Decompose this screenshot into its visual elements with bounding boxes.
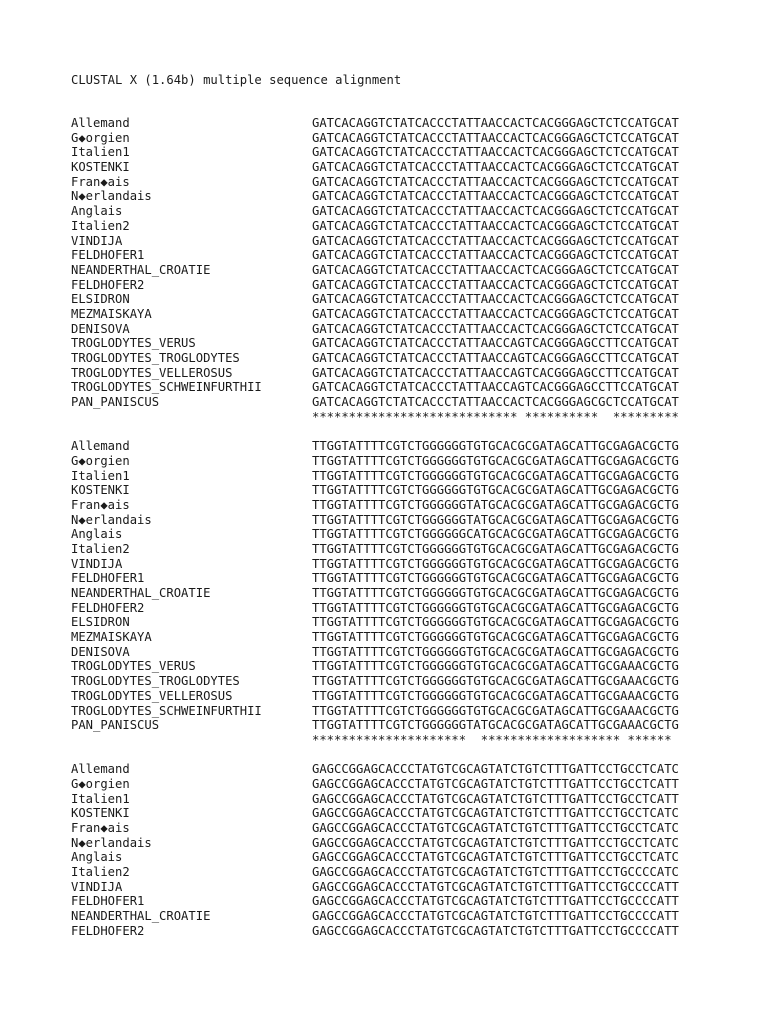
sequence-residues: GAGCCGGAGCACCCTATGTCGCAGTATCTGTCTTTGATTCCTGCCTCATT: [312, 776, 679, 791]
sequence-name: KOSTENKI: [71, 160, 130, 175]
sequence-residues: TTGGTATTTTCGTCTGGGGGGTGTGCACGCGATAGCATTGCGAAACGCTG: [312, 659, 679, 674]
sequence-row: [71, 219, 731, 234]
sequence-residues: TTGGTATTTTCGTCTGGGGGGTGTGCACGCGATAGCATTGCGAGACGCTG: [312, 615, 679, 630]
sequence-residues: GAGCCGGAGCACCCTATGTCGCAGTATCTGTCTTTGATTCCTGCCCCATT: [312, 879, 679, 894]
sequence-row: [71, 909, 731, 924]
sequence-name: TROGLODYTES_TROGLODYTES: [71, 674, 240, 689]
sequence-residues: GATCACAGGTCTATCACCCTATTAACCAGTCACGGGAGCCTTCCATGCAT: [312, 365, 679, 380]
sequence-name: VINDIJA: [71, 233, 123, 248]
sequence-name: FELDHOFER2: [71, 923, 145, 938]
sequence-name: Italien1: [71, 468, 130, 483]
sequence-residues: GATCACAGGTCTATCACCCTATTAACCACTCACGGGAGCTCTCCATGCAT: [312, 116, 679, 130]
sequence-name: TROGLODYTES_VELLEROSUS: [71, 688, 233, 703]
sequence-row: [71, 689, 731, 704]
sequence-name: ELSIDRON: [71, 615, 130, 630]
sequence-name: NEANDERTHAL_CROATIE: [71, 909, 211, 924]
sequence-residues: TTGGTATTTTCGTCTGGGGGGTGTGCACGCGATAGCATTGCGAGACGCTG: [312, 600, 679, 615]
sequence-name: Fran◆ais: [71, 174, 130, 189]
sequence-name: TROGLODYTES_TROGLODYTES: [71, 351, 240, 365]
sequence-residues: GATCACAGGTCTATCACCCTATTAACCACTCACGGGAGCTCTCCATGCAT: [312, 306, 679, 321]
sequence-name: Italien2: [71, 218, 130, 233]
sequence-row: [71, 395, 731, 410]
sequence-residues: TTGGTATTTTCGTCTGGGGGGTGTGCACGCGATAGCATTGCGAGACGCTG: [312, 439, 679, 454]
sequence-residues: TTGGTATTTTCGTCTGGGGGGTGTGCACGCGATAGCATTGCGAAACGCTG: [312, 674, 679, 689]
sequence-row: [71, 454, 731, 469]
sequence-name: KOSTENKI: [71, 806, 130, 821]
sequence-row: [71, 469, 731, 484]
sequence-row: [71, 571, 731, 586]
sequence-row: [71, 894, 731, 909]
sequence-name: Italien2: [71, 865, 130, 880]
sequence-row: [71, 234, 731, 249]
alignment-document: [71, 72, 731, 939]
sequence-row: [71, 116, 731, 131]
sequence-residues: TTGGTATTTTCGTCTGGGGGGTGTGCACGCGATAGCATTGCGAAACGCTG: [312, 688, 679, 703]
sequence-residues: TTGGTATTTTCGTCTGGGGGGTGTGCACGCGATAGCATTGCGAAACGCTG: [312, 703, 679, 718]
sequence-name: NEANDERTHAL_CROATIE: [71, 586, 211, 600]
sequence-residues: TTGGTATTTTCGTCTGGGGGGTGTGCACGCGATAGCATTGCGAGACGCTG: [312, 541, 679, 556]
alignment-block: [71, 116, 731, 424]
sequence-residues: GAGCCGGAGCACCCTATGTCGCAGTATCTGTCTTTGATTCCTGCCTCATC: [312, 850, 679, 865]
sequence-row: [71, 718, 731, 733]
sequence-row: [71, 615, 731, 630]
sequence-row: [71, 278, 731, 293]
sequence-residues: TTGGTATTTTCGTCTGGGGGGTATGCACGCGATAGCATTGCGAGACGCTG: [312, 512, 679, 527]
sequence-row: [71, 175, 731, 190]
sequence-name: Italien2: [71, 541, 130, 556]
title-spacer: [71, 88, 731, 116]
sequence-row: [71, 762, 731, 777]
sequence-name: DENISOVA: [71, 321, 130, 336]
sequence-name: FELDHOFER2: [71, 600, 145, 615]
sequence-residues: TTGGTATTTTCGTCTGGGGGGTGTGCACGCGATAGCATTGCGAGACGCTG: [312, 483, 679, 498]
sequence-residues: TTGGTATTTTCGTCTGGGGGGCATGCACGCGATAGCATTGCGAGACGCTG: [312, 527, 679, 542]
sequence-residues: GATCACAGGTCTATCACCCTATTAACCACTCACGGGAGCTCTCCATGCAT: [312, 189, 679, 204]
sequence-residues: GAGCCGGAGCACCCTATGTCGCAGTATCTGTCTTTGATTCCTGCCCCATC: [312, 865, 679, 880]
sequence-row: [71, 806, 731, 821]
document-title: CLUSTAL X (1.64b) multiple sequence alignment: [71, 73, 402, 87]
sequence-residues: GATCACAGGTCTATCACCCTATTAACCAGTCACGGGAGCCTTCCATGCAT: [312, 336, 679, 351]
sequence-row: [71, 850, 731, 865]
sequence-name: TROGLODYTES_VERUS: [71, 659, 196, 674]
sequence-row: [71, 865, 731, 880]
sequence-row: [71, 630, 731, 645]
sequence-row: [71, 292, 731, 307]
sequence-name: DENISOVA: [71, 644, 130, 659]
sequence-row: [71, 131, 731, 146]
sequence-residues: GATCACAGGTCTATCACCCTATTAACCACTCACGGGAGCTCTCCATGCAT: [312, 277, 679, 292]
sequence-name: TROGLODYTES_VELLEROSUS: [71, 365, 233, 380]
sequence-residues: GATCACAGGTCTATCACCCTATTAACCACTCACGGGAGCTCTCCATGCAT: [312, 292, 679, 307]
sequence-row: [71, 263, 731, 278]
sequence-name: FELDHOFER1: [71, 571, 145, 586]
sequence-name: Anglais: [71, 850, 123, 865]
sequence-residues: TTGGTATTTTCGTCTGGGGGGTGTGCACGCGATAGCATTGCGAGACGCTG: [312, 556, 679, 571]
sequence-name: TROGLODYTES_VERUS: [71, 336, 196, 351]
sequence-name: FELDHOFER2: [71, 277, 145, 292]
sequence-row: [71, 307, 731, 322]
sequence-row: [71, 659, 731, 674]
block-spacer: [71, 748, 731, 763]
sequence-name: FELDHOFER1: [71, 248, 145, 263]
sequence-row: [71, 821, 731, 836]
sequence-name: NEANDERTHAL_CROATIE: [71, 262, 211, 277]
sequence-row: [71, 483, 731, 498]
sequence-row: [71, 498, 731, 513]
sequence-name: Anglais: [71, 204, 123, 219]
sequence-residues: GAGCCGGAGCACCCTATGTCGCAGTATCTGTCTTTGATTCCTGCCCCATT: [312, 894, 679, 909]
sequence-name: N◆erlandais: [71, 189, 152, 204]
sequence-name: Fran◆ais: [71, 497, 130, 512]
sequence-residues: GAGCCGGAGCACCCTATGTCGCAGTATCTGTCTTTGATTCCTGCCCCATT: [312, 909, 679, 924]
sequence-name: VINDIJA: [71, 879, 123, 894]
conservation-line: ********************* ******************* ******: [312, 732, 672, 747]
sequence-name: Anglais: [71, 527, 123, 542]
sequence-row: [71, 674, 731, 689]
sequence-row: [71, 204, 731, 219]
sequence-name: N◆erlandais: [71, 835, 152, 850]
sequence-residues: GATCACAGGTCTATCACCCTATTAACCACTCACGGGAGCTCTCCATGCAT: [312, 321, 679, 336]
sequence-row: [71, 248, 731, 263]
sequence-row: [71, 160, 731, 175]
sequence-residues: GATCACAGGTCTATCACCCTATTAACCACTCACGGGAGCTCTCCATGCAT: [312, 248, 679, 263]
sequence-name: Italien1: [71, 145, 130, 160]
sequence-row: [71, 189, 731, 204]
sequence-residues: GATCACAGGTCTATCACCCTATTAACCACTCACGGGAGCTCTCCATGCAT: [312, 204, 679, 219]
sequence-row: [71, 527, 731, 542]
sequence-name: PAN_PANISCUS: [71, 718, 160, 733]
sequence-name: G◆orgien: [71, 453, 130, 468]
sequence-residues: GATCACAGGTCTATCACCCTATTAACCACTCACGGGAGCTCTCCATGCAT: [312, 160, 679, 175]
sequence-row: [71, 366, 731, 381]
sequence-residues: GATCACAGGTCTATCACCCTATTAACCACTCACGGGAGCTCTCCATGCAT: [312, 130, 679, 145]
sequence-name: VINDIJA: [71, 556, 123, 571]
sequence-name: Allemand: [71, 116, 130, 130]
conservation-line: **************************** ********** *********: [312, 409, 679, 424]
sequence-residues: GATCACAGGTCTATCACCCTATTAACCACTCACGGGAGCGCTCCATGCAT: [312, 395, 679, 410]
sequence-residues: TTGGTATTTTCGTCTGGGGGGTGTGCACGCGATAGCATTGCGAGACGCTG: [312, 630, 679, 645]
sequence-name: TROGLODYTES_SCHWEINFURTHII: [71, 380, 262, 395]
sequence-row: [71, 601, 731, 616]
sequence-residues: TTGGTATTTTCGTCTGGGGGGTGTGCACGCGATAGCATTGCGAGACGCTG: [312, 453, 679, 468]
sequence-row: [71, 351, 731, 366]
sequence-name: PAN_PANISCUS: [71, 395, 160, 410]
sequence-row: [71, 322, 731, 337]
sequence-residues: GATCACAGGTCTATCACCCTATTAACCACTCACGGGAGCTCTCCATGCAT: [312, 233, 679, 248]
sequence-residues: GAGCCGGAGCACCCTATGTCGCAGTATCTGTCTTTGATTCCTGCCTCATT: [312, 791, 679, 806]
sequence-residues: GATCACAGGTCTATCACCCTATTAACCAGTCACGGGAGCCTTCCATGCAT: [312, 351, 679, 365]
sequence-residues: TTGGTATTTTCGTCTGGGGGGTGTGCACGCGATAGCATTGCGAGACGCTG: [312, 468, 679, 483]
sequence-residues: GAGCCGGAGCACCCTATGTCGCAGTATCTGTCTTTGATTCCTGCCCCATT: [312, 923, 679, 938]
alignment-block: [71, 762, 731, 938]
sequence-row: [71, 586, 731, 601]
sequence-residues: TTGGTATTTTCGTCTGGGGGGTATGCACGCGATAGCATTGCGAGACGCTG: [312, 497, 679, 512]
sequence-name: MEZMAISKAYA: [71, 306, 152, 321]
sequence-row: [71, 542, 731, 557]
sequence-residues: TTGGTATTTTCGTCTGGGGGGTGTGCACGCGATAGCATTGCGAGACGCTG: [312, 586, 679, 600]
sequence-row: [71, 557, 731, 572]
sequence-residues: GAGCCGGAGCACCCTATGTCGCAGTATCTGTCTTTGATTCCTGCCTCATC: [312, 821, 679, 835]
sequence-residues: GAGCCGGAGCACCCTATGTCGCAGTATCTGTCTTTGATTCCTGCCTCATC: [312, 835, 679, 850]
sequence-residues: GAGCCGGAGCACCCTATGTCGCAGTATCTGTCTTTGATTCCTGCCTCATC: [312, 762, 679, 777]
alignment-blocks: [71, 116, 731, 939]
sequence-name: N◆erlandais: [71, 512, 152, 527]
sequence-row: [71, 924, 731, 939]
sequence-row: [71, 513, 731, 528]
sequence-name: Italien1: [71, 791, 130, 806]
sequence-row: [71, 792, 731, 807]
sequence-name: MEZMAISKAYA: [71, 630, 152, 645]
alignment-block: [71, 439, 731, 747]
sequence-name: G◆orgien: [71, 130, 130, 145]
sequence-row: [71, 645, 731, 660]
sequence-name: KOSTENKI: [71, 483, 130, 498]
sequence-residues: TTGGTATTTTCGTCTGGGGGGTATGCACGCGATAGCATTGCGAAACGCTG: [312, 718, 679, 733]
sequence-row: [71, 836, 731, 851]
sequence-name: G◆orgien: [71, 776, 130, 791]
sequence-row: [71, 880, 731, 895]
sequence-residues: GATCACAGGTCTATCACCCTATTAACCACTCACGGGAGCTCTCCATGCAT: [312, 218, 679, 233]
sequence-residues: GATCACAGGTCTATCACCCTATTAACCACTCACGGGAGCTCTCCATGCAT: [312, 262, 679, 277]
sequence-residues: GAGCCGGAGCACCCTATGTCGCAGTATCTGTCTTTGATTCCTGCCTCATC: [312, 806, 679, 821]
sequence-name: Fran◆ais: [71, 821, 130, 835]
sequence-residues: GATCACAGGTCTATCACCCTATTAACCACTCACGGGAGCTCTCCATGCAT: [312, 174, 679, 189]
sequence-row: [71, 704, 731, 719]
sequence-name: FELDHOFER1: [71, 894, 145, 909]
sequence-name: Allemand: [71, 439, 130, 454]
sequence-name: Allemand: [71, 762, 130, 777]
block-spacer: [71, 424, 731, 439]
sequence-residues: TTGGTATTTTCGTCTGGGGGGTGTGCACGCGATAGCATTGCGAGACGCTG: [312, 644, 679, 659]
sequence-row: [71, 380, 731, 395]
sequence-name: TROGLODYTES_SCHWEINFURTHII: [71, 703, 262, 718]
sequence-residues: GATCACAGGTCTATCACCCTATTAACCAGTCACGGGAGCCTTCCATGCAT: [312, 380, 679, 395]
sequence-residues: GATCACAGGTCTATCACCCTATTAACCACTCACGGGAGCTCTCCATGCAT: [312, 145, 679, 160]
sequence-row: [71, 336, 731, 351]
sequence-residues: TTGGTATTTTCGTCTGGGGGGTGTGCACGCGATAGCATTGCGAGACGCTG: [312, 571, 679, 586]
sequence-name: ELSIDRON: [71, 292, 130, 307]
sequence-row: [71, 439, 731, 454]
sequence-row: [71, 777, 731, 792]
sequence-row: [71, 145, 731, 160]
